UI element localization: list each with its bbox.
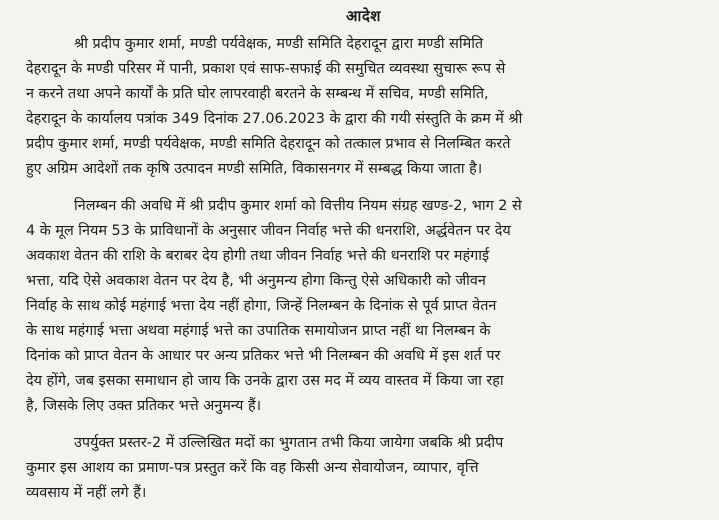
paragraph-line: श्री प्रदीप कुमार शर्मा, मण्डी पर्यवेक्षक, मण्डी समिति देहरादून द्वारा मण्डी समिति <box>74 36 484 52</box>
paragraph-line: अवकाश वेतन की राशि के बराबर देय होगी तथा जीवन निर्वाह भत्ते की धनराशि पर महंगाई <box>26 248 490 264</box>
paragraph-line: के साथ महंगाई भत्ता अथवा महंगाई भत्ते का उपातिक समायोजन प्राप्त नहीं था निलम्बन के <box>26 323 491 339</box>
paragraph-line: कुमार इस आशय का प्रमाण-पत्र प्रस्तुत करें कि वह किसी अन्य सेवायोजन, व्यापार, वृत्ति <box>26 460 479 476</box>
paragraph-line: भत्ता, यदि ऐसे अवकाश वेतन पर देय है, भी अनुमन्य होगा किन्तु ऐसे अधिकारी को जीवन <box>26 273 486 289</box>
paragraph-line: प्रदीप कुमार शर्मा, मण्डी पर्यवेक्षक, मण्डी समिति देहरादून को तत्काल प्रभाव से निलम्बित करते <box>26 136 511 152</box>
paragraph-line: देहरादून के कार्यालय पत्रांक 349 दिनांक 27.06.2023 के द्वारा की गयी संस्तुति के क्रम में श्री <box>26 111 523 127</box>
paragraph-line: देय होंगे, जब इसका समाधान हो जाय कि उनके द्वारा उस मद में व्यय वास्तव में किया जा रहा <box>26 373 504 389</box>
paragraph-line: न करने तथा अपने कार्यों के प्रति घोर लापरवाही बरतने के सम्बन्ध में सचिव, मण्डी समिति, <box>26 86 489 102</box>
paragraph-line: हुए अग्रिम आदेशों तक कृषि उत्पादन मण्डी समिति, विकासनगर में सम्बद्ध किया जाता है। <box>26 161 483 177</box>
paragraph-3 <box>26 431 701 506</box>
paragraph-line: निलम्बन की अवधि में श्री प्रदीप कुमार शर्मा को वित्तीय नियम संग्रह खण्ड-2, भाग 2 से <box>74 198 522 214</box>
document-title: आदेश <box>346 7 381 25</box>
paragraph-1 <box>26 32 701 182</box>
paragraph-line: 4 के मूल नियम 53 के प्राविधानों के अनुसार जीवन निर्वाह भत्ते की धनराशि, अर्द्धवेतन पर देय <box>26 223 511 239</box>
paragraph-line: उपर्युक्त प्रस्तर-2 में उल्लिखित मदों का भुगतान तभी किया जायेगा जबकि श्री प्रदीप <box>74 435 504 451</box>
paragraph-line: व्यवसाय में नहीं लगे हैं। <box>26 485 147 501</box>
paragraph-line: है, जिसके लिए उक्त प्रतिकर भत्ते अनुमन्य हैं। <box>26 398 262 414</box>
paragraph-line: दिनांक को प्राप्त वेतन के आधार पर अन्य प्रतिकर भत्ते भी निलम्बन की अवधि में इस शर्त पर <box>26 348 501 364</box>
paragraph-line: देहरादून के मण्डी परिसर में पानी, प्रकाश एवं साफ-सफाई की समुचित व्यवस्था सुचारू रूप से <box>26 61 506 77</box>
paragraph-2 <box>26 194 701 419</box>
paragraph-line: निर्वाह के साथ कोई महंगाई भत्ता देय नहीं होगा, जिन्हें निलम्बन के दिनांक से पूर्व प्राप्त वेतन <box>26 298 497 314</box>
